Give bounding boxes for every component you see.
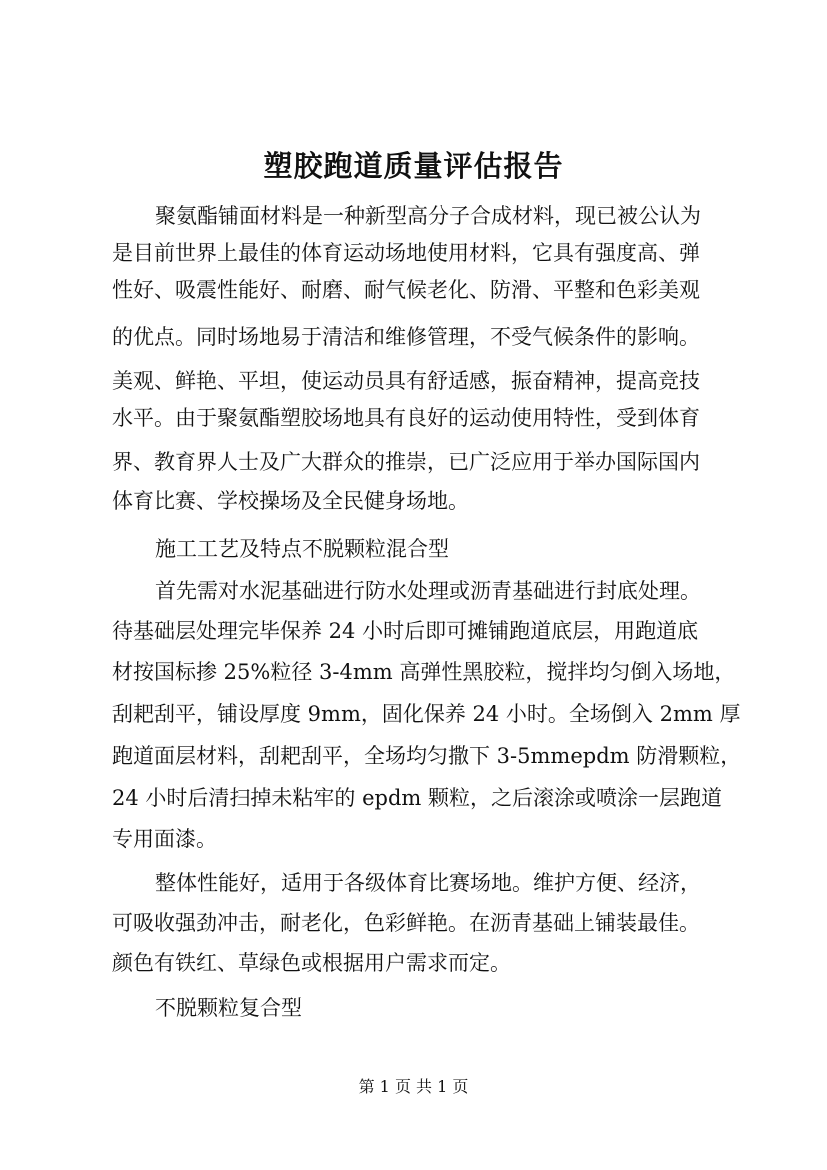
paragraph-line: 材按国标掺 25%粒径 3-4mm 高弹性黑胶粒，搅拌均匀倒入场地，: [112, 660, 736, 684]
paragraph-line: 跑道面层材料，刮耙刮平，全场均匀撒下 3-5mmepdm 防滑颗粒，: [112, 744, 742, 768]
paragraph-line: 聚氨酯铺面材料是一种新型高分子合成材料，现已被公认为: [155, 204, 701, 228]
section-heading: 不脱颗粒复合型: [155, 996, 302, 1020]
paragraph-line: 颜色有铁红、草绿色或根据用户需求而定。: [112, 951, 511, 975]
paragraph-line: 刮耙刮平，铺设厚度 9mm，固化保养 24 小时。全场倒入 2mm 厚: [112, 702, 741, 726]
paragraph-line: 水平。由于聚氨酯塑胶场地具有良好的运动使用特性，受到体育: [112, 406, 700, 430]
paragraph-line: 首先需对水泥基础进行防水处理或沥青基础进行封底处理。: [155, 579, 701, 603]
paragraph-line: 界、教育界人士及广大群众的推崇，已广泛应用于举办国际国内: [112, 450, 700, 474]
paragraph-line: 是目前世界上最佳的体育运动场地使用材料，它具有强度高、弹: [112, 241, 700, 265]
paragraph-line: 可吸收强劲冲击，耐老化，色彩鲜艳。在沥青基础上铺装最佳。: [112, 911, 700, 935]
paragraph-line: 的优点。同时场地易于清洁和维修管理，不受气候条件的影响。: [112, 325, 700, 349]
paragraph-line: 专用面漆。: [112, 827, 217, 851]
paragraph-line: 性好、吸震性能好、耐磨、耐气候老化、防滑、平整和色彩美观: [112, 278, 700, 302]
section-heading: 施工工艺及特点不脱颗粒混合型: [155, 537, 449, 561]
paragraph-line: 24 小时后清扫掉未粘牢的 epdm 颗粒，之后滚涂或喷涂一层跑道: [112, 786, 722, 810]
paragraph-line: 体育比赛、学校操场及全民健身场地。: [112, 489, 469, 513]
page-number: 第 1 页 共 1 页: [358, 1077, 469, 1096]
document-title: 塑胶跑道质量评估报告: [263, 149, 564, 183]
paragraph-line: 整体性能好，适用于各级体育比赛场地。维护方便、经济，: [155, 871, 701, 895]
paragraph-line: 待基础层处理完毕保养 24 小时后即可摊铺跑道底层，用跑道底: [112, 619, 699, 643]
paragraph-line: 美观、鲜艳、平坦，使运动员具有舒适感，振奋精神，提高竞技: [112, 369, 700, 393]
